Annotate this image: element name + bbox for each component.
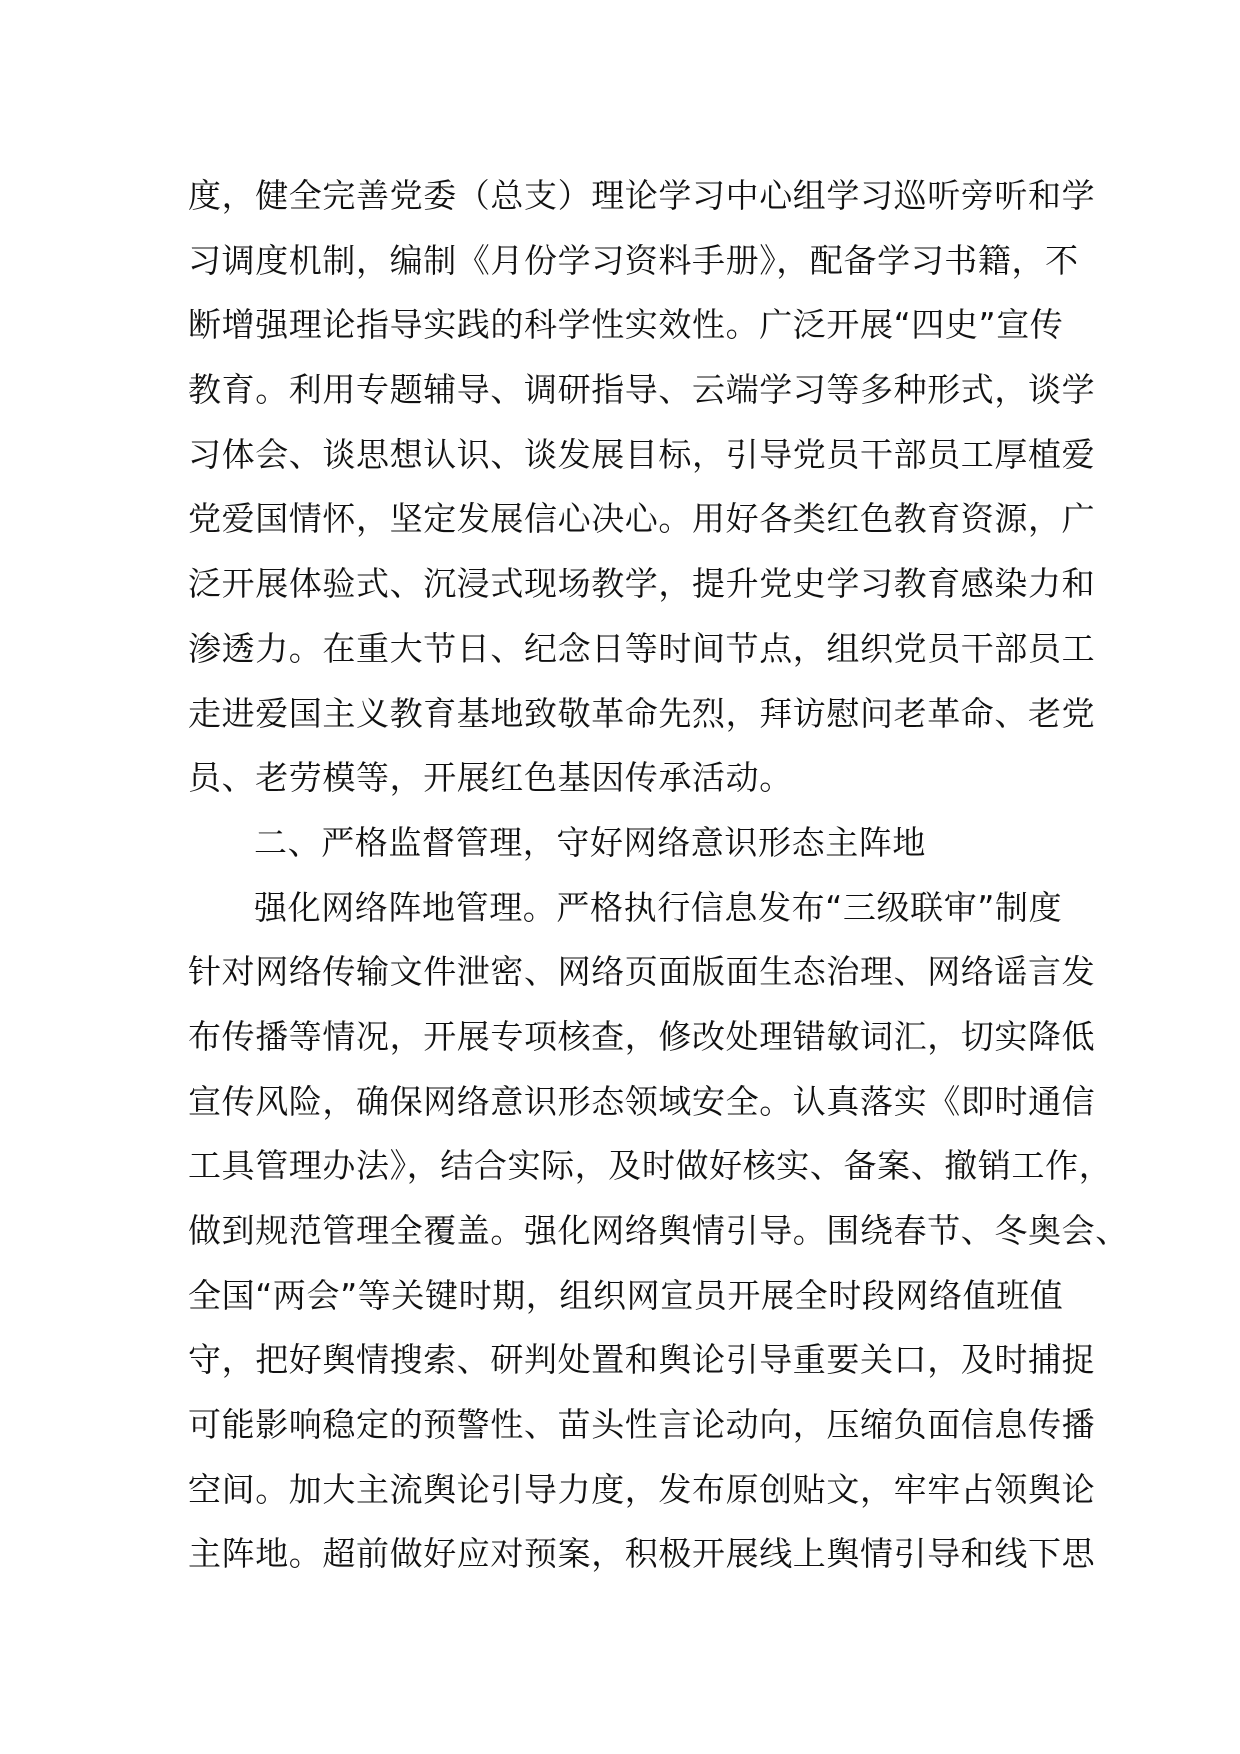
text-line: 守，把好舆情搜索、研判处置和舆论引导重要关口，及时捕捉 <box>188 1340 1096 1380</box>
text-line: 习调度机制，编制《月份学习资料手册》，配备学习书籍，不 <box>188 240 1079 280</box>
text-line: 渗透力。在重大节日、纪念日等时间节点，组织党员干部员工 <box>188 628 1096 668</box>
text-line: 工具管理办法》，结合实际，及时做好核实、备案、撤销工作， <box>188 1146 1113 1186</box>
text-line: 全国“两会”等关键时期，组织网宣员开展全时段网络值班值 <box>188 1275 1064 1315</box>
paragraph-first-line: 强化网络阵地管理。严格执行信息发布“三级联审”制度 <box>254 887 1063 927</box>
text-line: 空间。加大主流舆论引导力度，发布原创贴文，牢牢占领舆论 <box>188 1469 1096 1509</box>
text-line: 可能影响稳定的预警性、苗头性言论动向，压缩负面信息传播 <box>188 1405 1096 1445</box>
text-line: 党爱国情怀，坚定发展信心决心。用好各类红色教育资源，广 <box>188 499 1096 539</box>
text-line: 针对网络传输文件泄密、网络页面版面生态治理、网络谣言发 <box>188 952 1096 992</box>
text-line: 教育。利用专题辅导、调研指导、云端学习等多种形式，谈学 <box>188 370 1096 410</box>
text-line: 宣传风险，确保网络意识形态领域安全。认真落实《即时通信 <box>188 1081 1096 1121</box>
text-line: 习体会、谈思想认识、谈发展目标，引导党员干部员工厚植爱 <box>188 434 1096 474</box>
text-line: 主阵地。超前做好应对预案，积极开展线上舆情引导和线下思 <box>188 1534 1096 1574</box>
text-line: 员、老劳模等，开展红色基因传承活动。 <box>188 758 793 798</box>
text-line: 泛开展体验式、沉浸式现场教学，提升党史学习教育感染力和 <box>188 564 1096 604</box>
text-line: 度，健全完善党委（总支）理论学习中心组学习巡听旁听和学 <box>188 176 1096 215</box>
text-line: 布传播等情况，开展专项核查，修改处理错敏词汇，切实降低 <box>188 1016 1096 1056</box>
section-heading: 二、严格监督管理，守好网络意识形态主阵地 <box>254 822 926 862</box>
text-line: 断增强理论指导实践的科学性实效性。广泛开展“四史”宣传 <box>188 305 1064 345</box>
body-text <box>188 164 1129 1587</box>
text-line: 做到规范管理全覆盖。强化网络舆情引导。围绕春节、冬奥会、 <box>188 1211 1129 1250</box>
text-line: 走进爱国主义教育基地致敬革命先烈，拜访慰问老革命、老党 <box>188 693 1096 733</box>
